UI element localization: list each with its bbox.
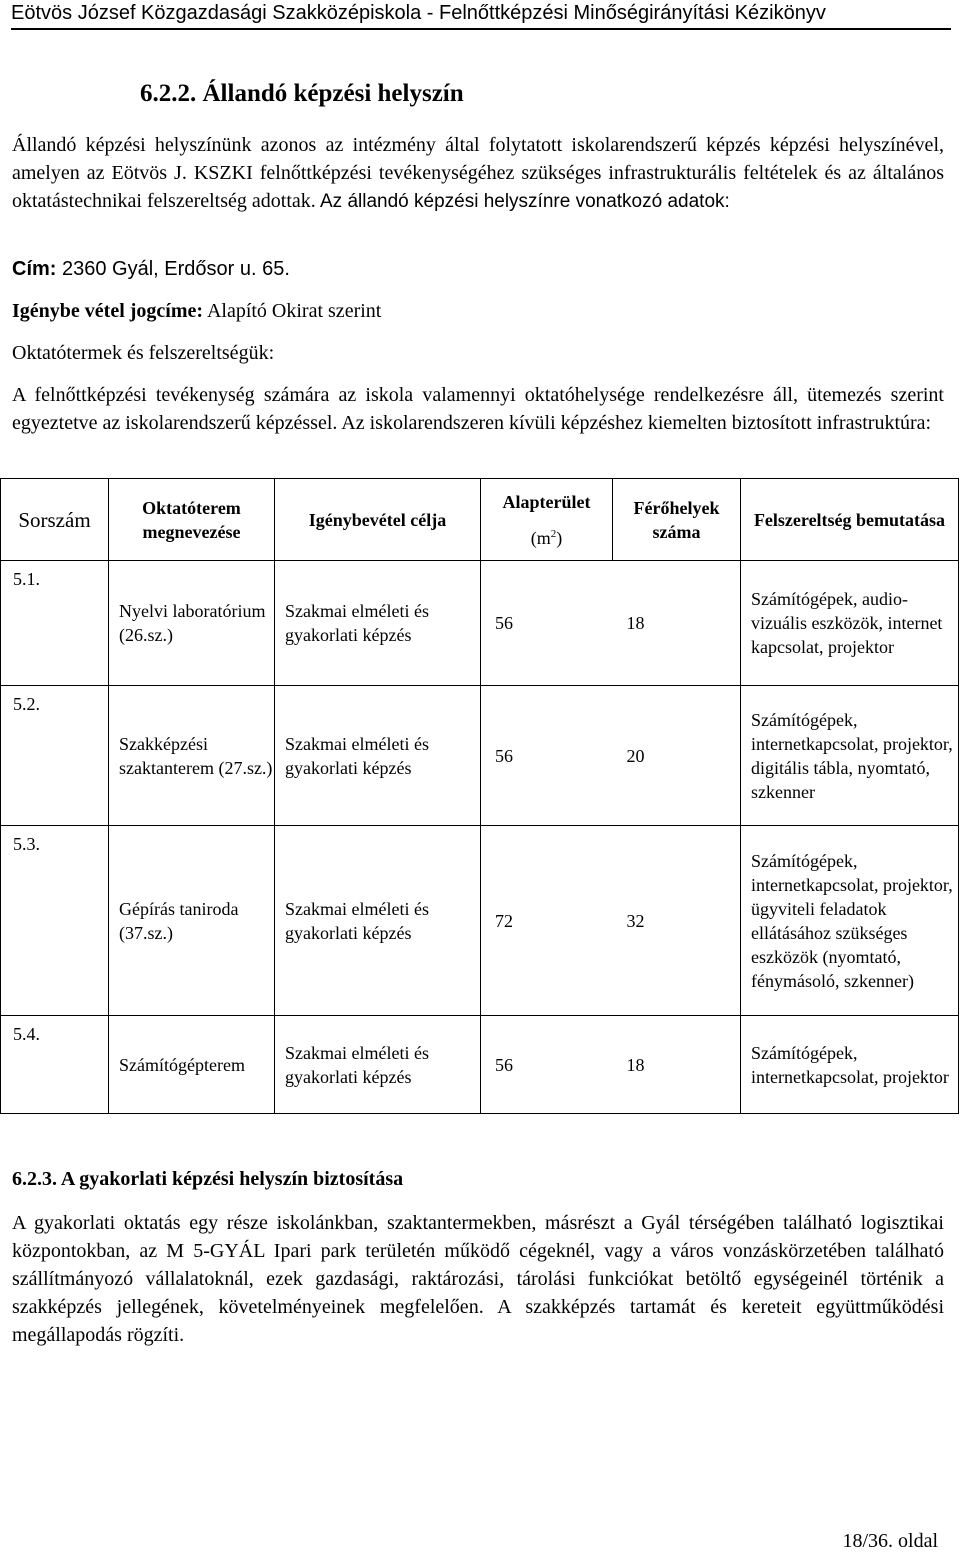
row-number: 5.3. <box>1 826 109 1016</box>
table-row <box>1 561 959 686</box>
row-seats: 32 <box>613 826 741 1016</box>
address-value: 2360 Gyál, Erdősor u. 65. <box>56 258 290 280</box>
intro-paragraph <box>12 131 944 216</box>
page-header: Eötvös József Közgazdasági Szakközépiskola - Felnőttképzési Minőségirányítási Kézikönyv <box>11 0 951 30</box>
row-number: 5.1. <box>1 561 109 686</box>
table-row <box>1 826 959 1016</box>
rooms-table <box>0 478 959 1114</box>
address-line <box>12 258 290 281</box>
header-room-name: Oktatóterem megnevezése <box>109 479 275 561</box>
row-equipment: Számítógépek, internetkapcsolat, projektor, ügyviteli feladatok ellátásához szükséges eszközök (nyomtató, fénymásoló, szkenner) <box>741 826 959 1016</box>
subsection-title: 6.2.3. A gyakorlati képzési helyszín biztosítása <box>12 1168 404 1190</box>
table-row <box>1 1016 959 1114</box>
table-row <box>1 686 959 826</box>
row-room-name: Számítógépterem <box>109 1016 275 1114</box>
row-room-name: Gépírás taniroda (37.sz.) <box>109 826 275 1016</box>
legal-basis-value: Alapító Okirat szerint <box>203 300 382 322</box>
row-equipment: Számítógépek, audio-vizuális eszközök, internet kapcsolat, projektor <box>741 561 959 686</box>
row-seats: 20 <box>613 686 741 826</box>
row-room-name: Szakképzési szaktanterem (27.sz.) <box>109 686 275 826</box>
row-number: 5.2. <box>1 686 109 826</box>
header-sorszam: Sorszám <box>1 479 109 561</box>
row-seats: 18 <box>613 561 741 686</box>
legal-basis-line <box>12 300 381 323</box>
header-purpose: Igénybevétel célja <box>275 479 481 561</box>
row-purpose: Szakmai elméleti és gyakorlati képzés <box>275 1016 481 1114</box>
intro-text: Állandó képzési helyszínünk azonos az intézmény által folytatott iskolarendszerű képzés képzési helyszínével, amelyen az Eötvös J. KSZKI felnőttképzési tevékenységéhez szükséges infrastrukturális feltételek és az általános oktatástechnikai felszereltség adottak. <box>12 134 944 212</box>
rooms-paragraph: A felnőttképzési tevékenység számára az iskola valamennyi oktatóhelysége rendelkezésre áll, ütemezés szerint egyeztetve az iskolarendszerű képzéssel. Az iskolarendszeren kívüli képzéshez kiemelten biztosított infrastruktúra: <box>12 384 944 434</box>
row-area: 56 <box>481 686 613 826</box>
header-seats: Férőhelyek száma <box>613 479 741 561</box>
intro-address-lead: Az állandó képzési helyszínre vonatkozó adatok: <box>315 191 730 212</box>
header-equipment: Felszereltség bemutatása <box>741 479 959 561</box>
row-area: 56 <box>481 561 613 686</box>
row-area: 56 <box>481 1016 613 1114</box>
row-equipment: Számítógépek, internetkapcsolat, projektor <box>741 1016 959 1114</box>
row-purpose: Szakmai elméleti és gyakorlati képzés <box>275 561 481 686</box>
practical-paragraph: A gyakorlati oktatás egy része iskolánkban, szaktantermekben, másrészt a Gyál térségében található logisztikai központokban, az M 5-GYÁL Ipari park területén működő cégeknél, vagy a város vonzáskörzetében található szállítmányozó vállalatoknál, ezek gazdasági, raktározási, tárolási funkciókat betöltő egységeinél történik a szakképzés jellegének, követelményeinek megfelelően. A szakképzés tartamát és kereteit együttműködési megállapodás rögzíti. <box>12 1212 944 1346</box>
row-purpose: Szakmai elméleti és gyakorlati képzés <box>275 826 481 1016</box>
row-room-name: Nyelvi laboratórium (26.sz.) <box>109 561 275 686</box>
header-area <box>481 479 613 561</box>
table-header-row <box>1 479 959 561</box>
legal-basis-label: Igénybe vétel jogcíme: <box>12 300 204 322</box>
row-seats: 18 <box>613 1016 741 1114</box>
row-equipment: Számítógépek, internetkapcsolat, projektor, digitális tábla, nyomtató, szkenner <box>741 686 959 826</box>
page-number: 18/36. oldal <box>842 1530 938 1552</box>
row-area: 72 <box>481 826 613 1016</box>
section-title: 6.2.2. Állandó képzési helyszín <box>140 80 464 107</box>
header-area-label: Alapterület <box>502 491 591 512</box>
address-label: Cím: <box>12 258 57 280</box>
rooms-heading: Oktatótermek és felszereltségük: <box>12 342 275 364</box>
row-number: 5.4. <box>1 1016 109 1114</box>
header-area-unit: $(m^2)$ <box>530 527 563 548</box>
row-purpose: Szakmai elméleti és gyakorlati képzés <box>275 686 481 826</box>
